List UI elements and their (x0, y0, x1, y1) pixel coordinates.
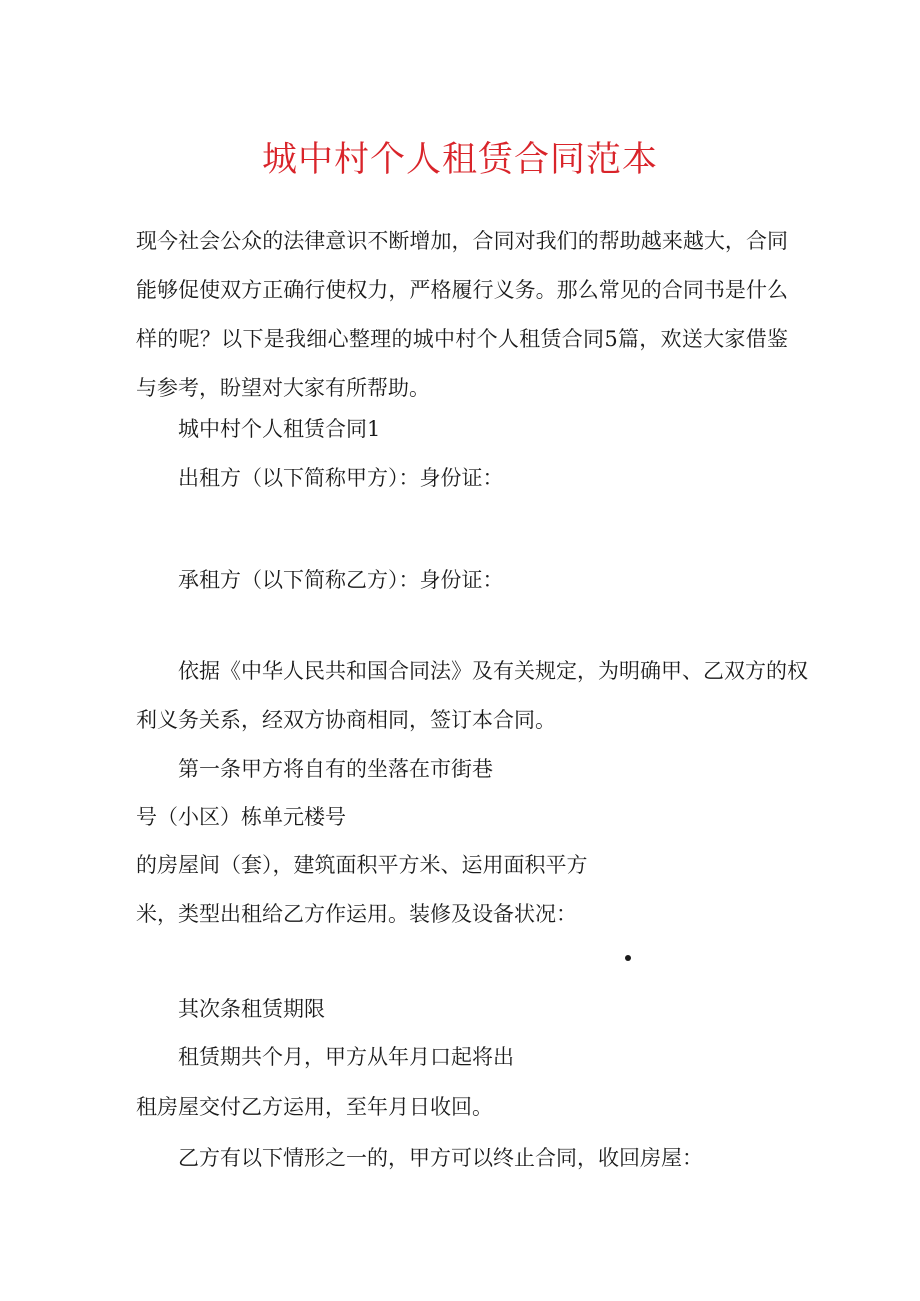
article-2-line-2: 租房屋交付乙方运用，至年月日收回。 (136, 1095, 493, 1119)
basis-line-1: 依据《中华人民共和国合同法》及有关规定，为明确甲、乙双方的权 (178, 659, 808, 683)
contract-heading: 城中村个人租赁合同1 (178, 417, 381, 441)
intro-paragraph: 现今社会公众的法律意识不断增加，合同对我们的帮助越来越大，合同能够促使双方正确行使权力，严格履行义务。那么常见的合同书是什么样的呢？以下是我细心整理的城中村个人租赁合同5篇，欢送大家借鉴与参考，盼望对大家有所帮助。 (136, 229, 788, 400)
article-1-line-1: 第一条甲方将自有的坐落在市街巷 (178, 757, 493, 781)
document-title: 城中村个人租赁合同范本 (261, 140, 658, 180)
bullet-dot (625, 955, 631, 961)
basis-line-2: 利义务关系，经双方协商相同，签订本合同。 (136, 708, 556, 732)
lessor-line: 出租方（以下简称甲方）：身份证： (178, 466, 504, 490)
article-2-line-1: 租赁期共个月，甲方从年月口起将出 (178, 1045, 514, 1069)
article-1-line-3: 的房屋间（套），建筑面积平方米、运用面积平方 (136, 853, 588, 877)
article-2-heading: 其次条租赁期限 (178, 997, 325, 1021)
lessee-line: 承租方（以下简称乙方）：身份证： (178, 568, 504, 592)
article-1-line-2: 号（小区）栋单元楼号 (136, 805, 346, 829)
article-1-line-4: 米，类型出租给乙方作运用。装修及设备状况： (136, 902, 577, 926)
termination-line: 乙方有以下情形之一的，甲方可以终止合同，收回房屋： (178, 1146, 703, 1170)
